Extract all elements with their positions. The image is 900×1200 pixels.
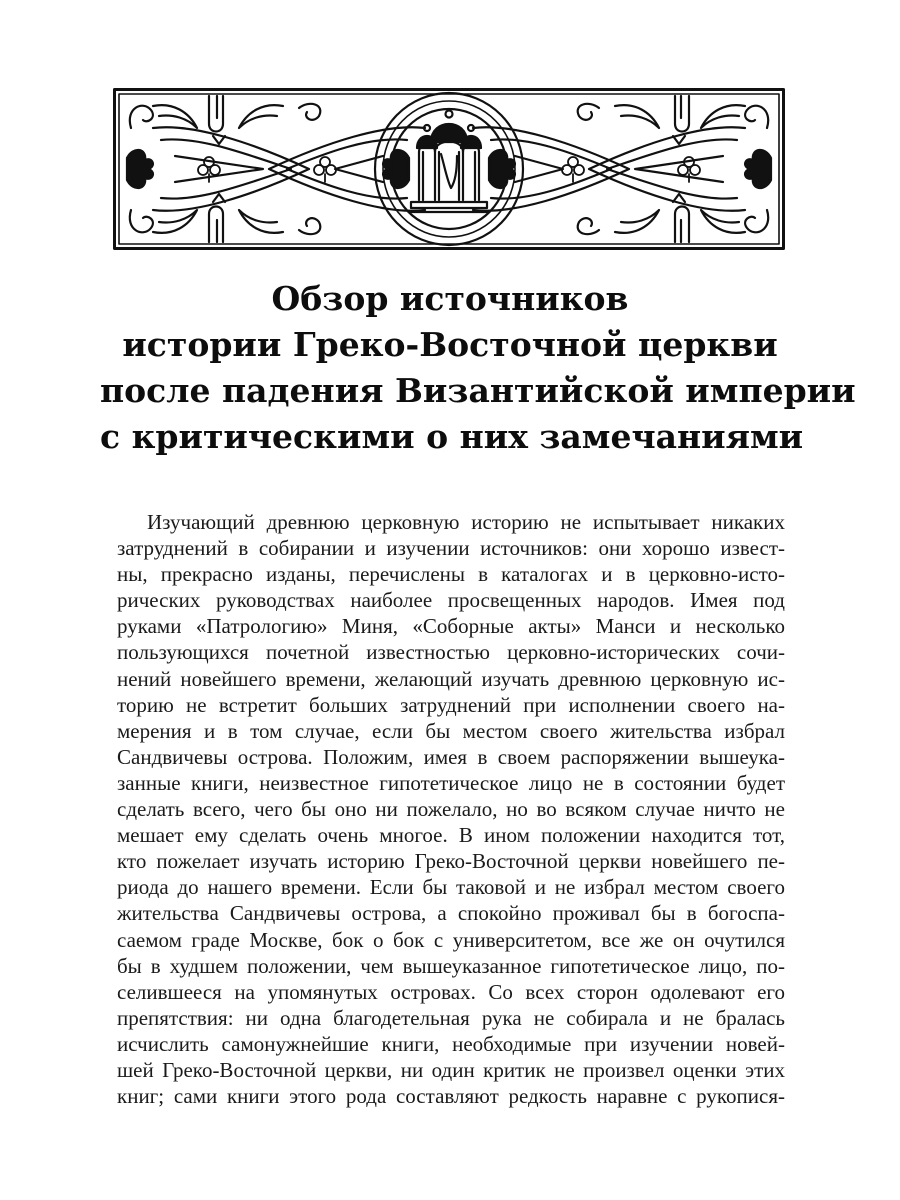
body-line: селившееся на упомянутых островах. Со всех сторон одолевают его — [117, 979, 785, 1004]
body-line: препятствия: ни одна благодетельная рука не собирала и не бралась — [117, 1005, 785, 1030]
body-line: затруднений в собирании и изучении источников: они хорошо извест- — [117, 536, 785, 561]
interlace-knot-left-icon — [127, 96, 425, 242]
body-line: бы в худшем положении, чем вышеуказанное гипотетическое лицо, по- — [117, 953, 785, 978]
header-ornament — [113, 88, 785, 250]
body-line: саемом граде Москве, бок о бок с университетом, все же он очутился — [117, 927, 785, 952]
body-line: пользующихся почетной известностью церковно-исторических сочи- — [117, 640, 785, 665]
interlace-knot-right-icon — [473, 96, 771, 242]
chapter-title-line: истории Греко-Восточной церкви — [122, 325, 778, 364]
body-line: книг; сами книги этого рода составляют редкость наравне с рукопися- — [117, 1084, 785, 1109]
body-line: исчислить самонужнейшие книги, необходимые при изучении новей- — [117, 1031, 785, 1056]
chapter-title-line: после падения Византийской империи — [100, 371, 856, 410]
body-line: мерения и в том случае, если бы местом своего жительства избрал — [117, 718, 785, 743]
chapter-title — [100, 276, 856, 460]
body-line: жительства Сандвичевы острова, а спокойно проживал бы в богоспа- — [117, 901, 785, 926]
chapter-title-line: Обзор источников — [271, 279, 629, 318]
body-line: мешает ему сделать очень многое. В ином положении находится тот, — [117, 823, 785, 848]
body-line: Сандвичевы острова. Положим, имея в своем распоряжении вышеука- — [117, 744, 785, 769]
body-line: занные книги, неизвестное гипотетическое лицо не в состоянии будет — [117, 770, 785, 795]
body-line: сделать всего, чего бы оно ни пожелало, но во всяком случае ничто не — [117, 797, 785, 822]
body-line: торию не встретит больших затруднений при исполнении своего на- — [117, 692, 785, 717]
body-line: шей Греко-Восточной церкви, ни один критик не произвел оценки этих — [117, 1057, 785, 1082]
body-line: руками «Патрологию» Миня, «Соборные акты» Манси и несколько — [117, 614, 785, 639]
ornament-graphic — [113, 88, 785, 250]
chapter-title-line: с критическими о них замечаниями — [100, 417, 804, 456]
body-paragraph — [117, 509, 785, 1109]
body-line: ны, прекрасно изданы, перечислены в каталогах и в церковно-исто- — [117, 562, 785, 587]
body-line: риода до нашего времени. Если бы таковой и не избрал местом своего — [117, 875, 785, 900]
body-line: Изучающий древнюю церковную историю не испытывает никаких — [147, 510, 785, 534]
body-line: нений новейшего времени, желающий изучать древнюю церковную ис- — [117, 666, 785, 691]
body-line: рических руководствах наиболее просвещенных народов. Имея под — [117, 588, 785, 613]
body-line: кто пожелает изучать историю Греко-Восточной церкви новейшего пе- — [117, 849, 785, 874]
